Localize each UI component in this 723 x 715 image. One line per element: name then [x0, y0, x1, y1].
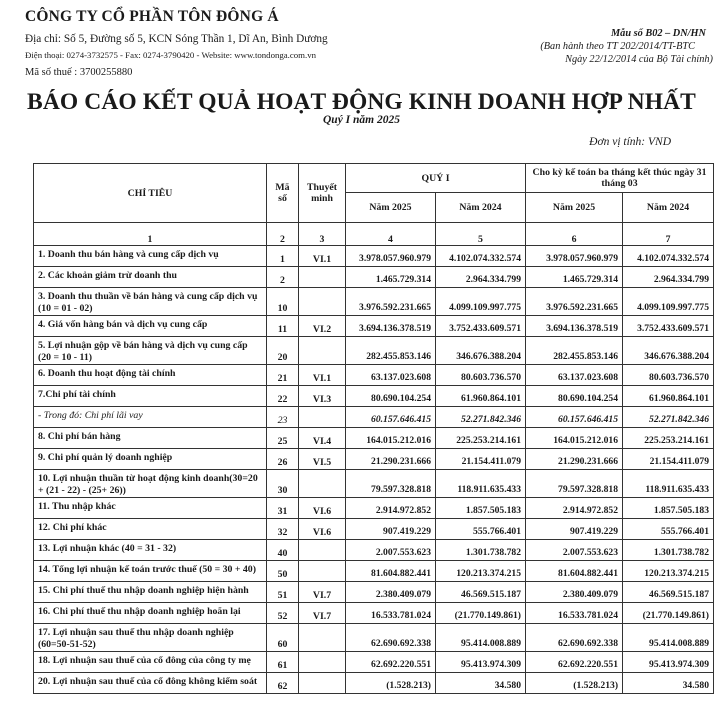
row-code: 51	[267, 582, 299, 603]
value-ytd-2024: 3.752.433.609.571	[623, 316, 714, 337]
column-number: 2	[267, 223, 299, 246]
value-quarter-2024: 80.603.736.570	[436, 365, 526, 386]
row-note	[299, 652, 346, 673]
header-ytd-2024: Năm 2024	[623, 193, 714, 223]
row-code: 22	[267, 386, 299, 407]
row-code: 32	[267, 519, 299, 540]
value-ytd-2024: 95.414.008.889	[623, 624, 714, 652]
row-code: 31	[267, 498, 299, 519]
row-note: VI.1	[299, 246, 346, 267]
row-code: 10	[267, 288, 299, 316]
value-quarter-2024: 61.960.864.101	[436, 386, 526, 407]
row-note	[299, 407, 346, 428]
value-quarter-2025: 62.690.692.338	[346, 624, 436, 652]
report-period: Quý I năm 2025	[323, 114, 400, 126]
row-label: 1. Doanh thu bán hàng và cung cấp dịch vụ	[34, 246, 267, 267]
row-label: 3. Doanh thu thuần về bán hàng và cung cấp dịch vụ (10 = 01 - 02)	[34, 288, 267, 316]
value-quarter-2025: 2.007.553.623	[346, 540, 436, 561]
value-quarter-2024: 120.213.374.215	[436, 561, 526, 582]
value-quarter-2025: 81.604.882.441	[346, 561, 436, 582]
row-note	[299, 288, 346, 316]
value-ytd-2024: 1.301.738.782	[623, 540, 714, 561]
row-label: 12. Chi phí khác	[34, 519, 267, 540]
table-row	[34, 288, 714, 316]
value-quarter-2025: 80.690.104.254	[346, 386, 436, 407]
column-number: 3	[299, 223, 346, 246]
row-label: 17. Lợi nhuận sau thuế thu nhập doanh nghiệp (60=50-51-52)	[34, 624, 267, 652]
value-ytd-2025: 164.015.212.016	[526, 428, 623, 449]
value-quarter-2024: 3.752.433.609.571	[436, 316, 526, 337]
value-quarter-2025: 164.015.212.016	[346, 428, 436, 449]
row-label: 16. Chi phí thuế thu nhập doanh nghiệp hoãn lại	[34, 603, 267, 624]
column-number: 5	[436, 223, 526, 246]
value-quarter-2024: 346.676.388.204	[436, 337, 526, 365]
value-ytd-2025: 62.692.220.551	[526, 652, 623, 673]
value-quarter-2024: 4.102.074.332.574	[436, 246, 526, 267]
value-quarter-2025: (1.528.213)	[346, 673, 436, 694]
value-quarter-2025: 3.694.136.378.519	[346, 316, 436, 337]
row-label: 4. Giá vốn hàng bán và dịch vụ cung cấp	[34, 316, 267, 337]
row-note: VI.7	[299, 582, 346, 603]
value-quarter-2025: 2.914.972.852	[346, 498, 436, 519]
row-label: 11. Thu nhập khác	[34, 498, 267, 519]
value-quarter-2024: 46.569.515.187	[436, 582, 526, 603]
value-ytd-2024: 34.580	[623, 673, 714, 694]
row-note: VI.6	[299, 498, 346, 519]
row-label: 10. Lợi nhuận thuần từ hoạt động kinh doanh(30=20 + (21 - 22) - (25+ 26))	[34, 470, 267, 498]
table-row	[34, 561, 714, 582]
row-code: 20	[267, 337, 299, 365]
header-ytd-2025: Năm 2025	[526, 193, 623, 223]
row-label: 8. Chi phí bán hàng	[34, 428, 267, 449]
row-code: 62	[267, 673, 299, 694]
value-ytd-2025: 282.455.853.146	[526, 337, 623, 365]
value-ytd-2024: 4.099.109.997.775	[623, 288, 714, 316]
row-note	[299, 337, 346, 365]
value-quarter-2025: 3.976.592.231.665	[346, 288, 436, 316]
row-code: 1	[267, 246, 299, 267]
company-name: CÔNG TY CỔ PHẦN TÔN ĐÔNG Á	[25, 8, 279, 25]
value-ytd-2024: 555.766.401	[623, 519, 714, 540]
value-ytd-2024: 95.413.974.309	[623, 652, 714, 673]
row-code: 23	[267, 407, 299, 428]
value-quarter-2024: 34.580	[436, 673, 526, 694]
row-note	[299, 624, 346, 652]
table-row	[34, 428, 714, 449]
value-quarter-2024: 95.413.974.309	[436, 652, 526, 673]
header-q-2025: Năm 2025	[346, 193, 436, 223]
header-item: CHỈ TIÊU	[34, 164, 267, 223]
row-code: 30	[267, 470, 299, 498]
value-quarter-2025: 282.455.853.146	[346, 337, 436, 365]
value-ytd-2024: 52.271.842.346	[623, 407, 714, 428]
row-note: VI.2	[299, 316, 346, 337]
row-code: 60	[267, 624, 299, 652]
value-ytd-2024: 120.213.374.215	[623, 561, 714, 582]
value-quarter-2024: 21.154.411.079	[436, 449, 526, 470]
row-label: 14. Tổng lợi nhuận kế toán trước thuế (50 = 30 + 40)	[34, 561, 267, 582]
value-quarter-2024: 1.301.738.782	[436, 540, 526, 561]
value-ytd-2025: 1.465.729.314	[526, 267, 623, 288]
value-ytd-2024: 61.960.864.101	[623, 386, 714, 407]
value-ytd-2025: 80.690.104.254	[526, 386, 623, 407]
value-ytd-2025: 2.914.972.852	[526, 498, 623, 519]
table-row	[34, 407, 714, 428]
row-note: VI.1	[299, 365, 346, 386]
value-quarter-2024: 225.253.214.161	[436, 428, 526, 449]
form-date: Ngày 22/12/2014 của Bộ Tài chính)	[565, 54, 713, 65]
value-ytd-2025: (1.528.213)	[526, 673, 623, 694]
row-code: 52	[267, 603, 299, 624]
value-ytd-2025: 3.978.057.960.979	[526, 246, 623, 267]
value-ytd-2025: 3.976.592.231.665	[526, 288, 623, 316]
header-code: Mã số	[267, 164, 299, 223]
value-quarter-2025: 1.465.729.314	[346, 267, 436, 288]
row-note: VI.6	[299, 519, 346, 540]
value-quarter-2025: 63.137.023.608	[346, 365, 436, 386]
table-row	[34, 337, 714, 365]
value-ytd-2025: 79.597.328.818	[526, 470, 623, 498]
column-number: 7	[623, 223, 714, 246]
row-code: 2	[267, 267, 299, 288]
row-note	[299, 540, 346, 561]
value-quarter-2025: 21.290.231.666	[346, 449, 436, 470]
row-note: VI.4	[299, 428, 346, 449]
row-note	[299, 673, 346, 694]
row-label: 13. Lợi nhuận khác (40 = 31 - 32)	[34, 540, 267, 561]
table-row	[34, 582, 714, 603]
value-ytd-2024: 346.676.388.204	[623, 337, 714, 365]
table-row	[34, 519, 714, 540]
row-label: 2. Các khoản giảm trừ doanh thu	[34, 267, 267, 288]
row-label: 6. Doanh thu hoạt động tài chính	[34, 365, 267, 386]
column-number: 6	[526, 223, 623, 246]
value-ytd-2024: (21.770.149.861)	[623, 603, 714, 624]
table-row	[34, 365, 714, 386]
table-row	[34, 267, 714, 288]
column-number-row	[34, 223, 714, 246]
row-label: - Trong đó: Chi phí lãi vay	[34, 407, 267, 428]
value-ytd-2024: 118.911.635.433	[623, 470, 714, 498]
value-quarter-2025: 3.978.057.960.979	[346, 246, 436, 267]
form-reference	[540, 27, 713, 66]
table-row	[34, 498, 714, 519]
value-ytd-2025: 16.533.781.024	[526, 603, 623, 624]
column-number: 1	[34, 223, 267, 246]
value-quarter-2025: 2.380.409.079	[346, 582, 436, 603]
value-quarter-2025: 79.597.328.818	[346, 470, 436, 498]
row-code: 21	[267, 365, 299, 386]
value-ytd-2024: 21.154.411.079	[623, 449, 714, 470]
row-label: 7.Chi phí tài chính	[34, 386, 267, 407]
header-q-2024: Năm 2024	[436, 193, 526, 223]
value-ytd-2024: 4.102.074.332.574	[623, 246, 714, 267]
value-ytd-2024: 2.964.334.799	[623, 267, 714, 288]
value-ytd-2025: 2.380.409.079	[526, 582, 623, 603]
company-contact: Điện thoại: 0274-3732575 - Fax: 0274-3790420 - Website: www.tondonga.com.vn	[25, 50, 317, 60]
value-quarter-2025: 16.533.781.024	[346, 603, 436, 624]
row-label: 5. Lợi nhuận gộp về bán hàng và dịch vụ cung cấp (20 = 10 - 11)	[34, 337, 267, 365]
row-code: 26	[267, 449, 299, 470]
header-note: Thuyết minh	[299, 164, 346, 223]
row-note: VI.7	[299, 603, 346, 624]
value-ytd-2025: 2.007.553.623	[526, 540, 623, 561]
value-quarter-2024: 555.766.401	[436, 519, 526, 540]
value-ytd-2025: 21.290.231.666	[526, 449, 623, 470]
table-row	[34, 652, 714, 673]
company-address: Địa chỉ: Số 5, Đường số 5, KCN Sóng Thần 1, Dĩ An, Bình Dương	[25, 33, 328, 45]
column-number: 4	[346, 223, 436, 246]
table-row	[34, 540, 714, 561]
header-quarter: QUÝ I	[346, 164, 526, 193]
value-quarter-2024: 95.414.008.889	[436, 624, 526, 652]
table-row	[34, 246, 714, 267]
row-label: 9. Chi phí quản lý doanh nghiệp	[34, 449, 267, 470]
row-code: 40	[267, 540, 299, 561]
value-ytd-2024: 80.603.736.570	[623, 365, 714, 386]
row-code: 61	[267, 652, 299, 673]
row-note: VI.3	[299, 386, 346, 407]
value-ytd-2024: 225.253.214.161	[623, 428, 714, 449]
value-ytd-2024: 1.857.505.183	[623, 498, 714, 519]
row-label: 18. Lợi nhuận sau thuế của cổ đông của công ty mẹ	[34, 652, 267, 673]
row-note	[299, 561, 346, 582]
value-ytd-2025: 3.694.136.378.519	[526, 316, 623, 337]
value-ytd-2025: 63.137.023.608	[526, 365, 623, 386]
value-quarter-2024: 2.964.334.799	[436, 267, 526, 288]
value-ytd-2025: 81.604.882.441	[526, 561, 623, 582]
table-row	[34, 316, 714, 337]
value-quarter-2025: 60.157.646.415	[346, 407, 436, 428]
value-quarter-2025: 62.692.220.551	[346, 652, 436, 673]
tax-code: Mã số thuế : 3700255880	[25, 67, 133, 78]
header-ytd: Cho kỳ kế toán ba tháng kết thúc ngày 31 tháng 03	[526, 164, 714, 193]
value-ytd-2025: 62.690.692.338	[526, 624, 623, 652]
value-quarter-2024: 1.857.505.183	[436, 498, 526, 519]
table-row	[34, 603, 714, 624]
row-note	[299, 267, 346, 288]
value-quarter-2024: 118.911.635.433	[436, 470, 526, 498]
row-label: 15. Chi phí thuế thu nhập doanh nghiệp hiện hành	[34, 582, 267, 603]
income-statement-table	[33, 163, 714, 694]
row-note: VI.5	[299, 449, 346, 470]
row-code: 50	[267, 561, 299, 582]
row-code: 11	[267, 316, 299, 337]
table-row	[34, 624, 714, 652]
table-row	[34, 386, 714, 407]
table-row	[34, 470, 714, 498]
value-quarter-2024: (21.770.149.861)	[436, 603, 526, 624]
currency-unit: Đơn vị tính: VND	[589, 136, 671, 148]
value-quarter-2025: 907.419.229	[346, 519, 436, 540]
value-ytd-2025: 60.157.646.415	[526, 407, 623, 428]
value-quarter-2024: 52.271.842.346	[436, 407, 526, 428]
row-note	[299, 470, 346, 498]
value-ytd-2024: 46.569.515.187	[623, 582, 714, 603]
table-row	[34, 449, 714, 470]
value-quarter-2024: 4.099.109.997.775	[436, 288, 526, 316]
form-code: Mẫu số B02 – DN/HN	[611, 28, 706, 39]
form-issued: (Ban hành theo TT 202/2014/TT-BTC	[540, 41, 695, 52]
report-title: BÁO CÁO KẾT QUẢ HOẠT ĐỘNG KINH DOANH HỢP NHẤT	[27, 89, 696, 115]
table-row	[34, 673, 714, 694]
row-label: 20. Lợi nhuận sau thuế của cổ đông không kiểm soát	[34, 673, 267, 694]
value-ytd-2025: 907.419.229	[526, 519, 623, 540]
row-code: 25	[267, 428, 299, 449]
